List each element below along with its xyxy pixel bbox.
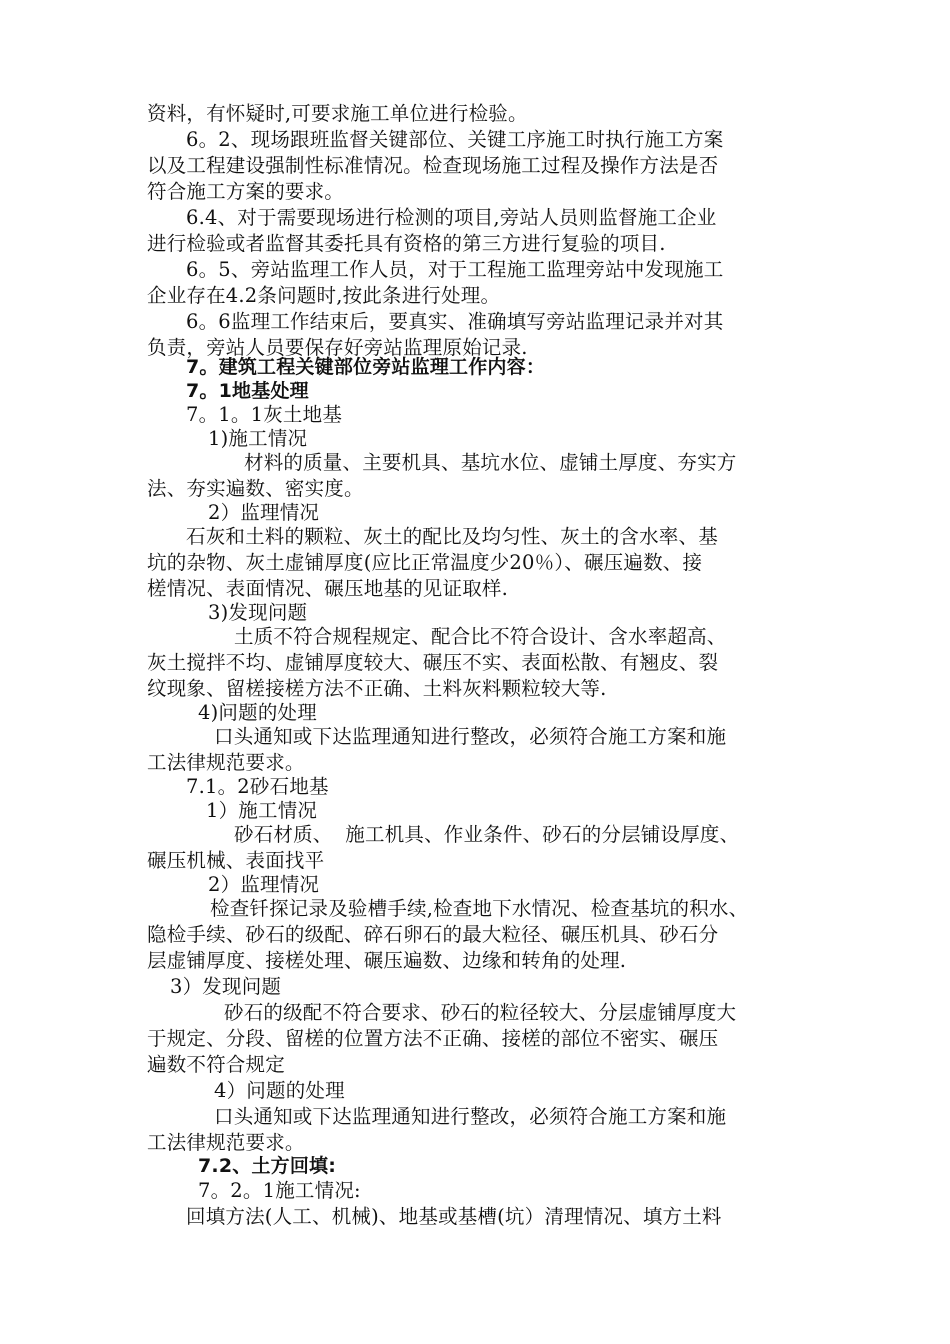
text-line: 符合施工方案的要求。	[147, 180, 345, 203]
text-line: 灰土搅拌不均、虚铺厚度较大、碾压不实、表面松散、有翘皮、裂	[147, 651, 719, 674]
text-line: 口头通知或下达监理通知进行整改，必须符合施工方案和施	[214, 1105, 727, 1128]
text-line: 6。5、旁站监理工作人员，对于工程施工监理旁站中发现施工	[186, 258, 724, 281]
text-line: 进行检验或者监督其委托具有资格的第三方进行复验的项目.	[147, 232, 666, 255]
item-heading: 1）施工情况	[206, 799, 318, 822]
text-line: 工法律规范要求。	[147, 751, 305, 774]
subsection-heading: 7.1。2砂石地基	[186, 775, 329, 798]
subsection-heading: 7。2。1施工情况:	[198, 1179, 361, 1202]
item-heading: 4）问题的处理	[214, 1079, 345, 1102]
section-heading: 7。1地基处理	[186, 380, 309, 402]
text-line: 材料的质量、主要机具、基坑水位、虚铺土厚度、夯实方	[244, 451, 737, 474]
text-line: 坑的杂物、灰土虚铺厚度(应比正常温度少20％）、碾压遍数、接	[147, 551, 703, 574]
text-line: 负责，旁站人员要保存好旁站监理原始记录.	[147, 336, 528, 359]
text-line: 资料，有怀疑时,可要求施工单位进行检验。	[147, 102, 528, 125]
item-heading: 2）监理情况	[208, 873, 320, 896]
text-line: 6。2、现场跟班监督关键部位、关键工序施工时执行施工方案	[186, 128, 724, 151]
item-heading: 2）监理情况	[208, 501, 320, 524]
text-line: 土质不符合规程规定、配合比不符合设计、含水率超高、	[234, 625, 727, 648]
text-line: 法、夯实遍数、密实度。	[147, 477, 364, 500]
text-line: 于规定、分段、留槎的位置方法不正确、接槎的部位不密实、碾压	[147, 1027, 719, 1050]
text-line: 6。6监理工作结束后，要真实、准确填写旁站监理记录并对其	[186, 310, 724, 333]
item-heading: 1)施工情况	[208, 427, 308, 450]
text-line: 隐检手续、砂石的级配、碎石卵石的最大粒径、碾压机具、砂石分	[147, 923, 719, 946]
text-line: 遍数不符合规定	[147, 1053, 285, 1076]
text-line: 碾压机械、表面找平	[147, 849, 325, 872]
text-line: 口头通知或下达监理通知进行整改，必须符合施工方案和施	[214, 725, 727, 748]
text-line: 纹现象、留槎接槎方法不正确、土料灰料颗粒较大等.	[147, 677, 607, 700]
item-heading: 3）发现问题	[170, 975, 282, 998]
text-line: 层虚铺厚度、接槎处理、碾压遍数、边缘和转角的处理.	[147, 949, 627, 972]
text-line: 槎情况、表面情况、碾压地基的见证取样.	[147, 577, 508, 600]
section-heading: 7。建筑工程关键部位旁站监理工作内容：	[186, 356, 546, 378]
text-line: 砂石的级配不符合要求、砂石的粒径较大、分层虚铺厚度大	[224, 1001, 737, 1024]
subsection-heading: 7。1。1灰土地基	[186, 403, 343, 426]
section-heading: 7.2、土方回填:	[198, 1155, 337, 1177]
text-line: 以及工程建设强制性标准情况。检查现场施工过程及操作方法是否	[147, 154, 719, 177]
text-line: 检查钎探记录及验槽手续,检查地下水情况、检查基坑的积水、	[210, 897, 749, 920]
text-line: 回填方法(人工、机械)、地基或基槽(坑）清理情况、填方土料	[186, 1205, 722, 1228]
text-line: 砂石材质、 施工机具、作业条件、砂石的分层铺设厚度、	[234, 823, 740, 846]
item-heading: 4)问题的处理	[198, 701, 317, 724]
text-line: 企业存在4.2条问题时,按此条进行处理。	[147, 284, 501, 307]
text-line: 石灰和土料的颗粒、灰土的配比及均匀性、灰土的含水率、基	[186, 525, 718, 548]
item-heading: 3)发现问题	[208, 601, 308, 624]
text-line: 工法律规范要求。	[147, 1131, 305, 1154]
text-line: 6.4、对于需要现场进行检测的项目,旁站人员则监督施工企业	[186, 206, 717, 229]
